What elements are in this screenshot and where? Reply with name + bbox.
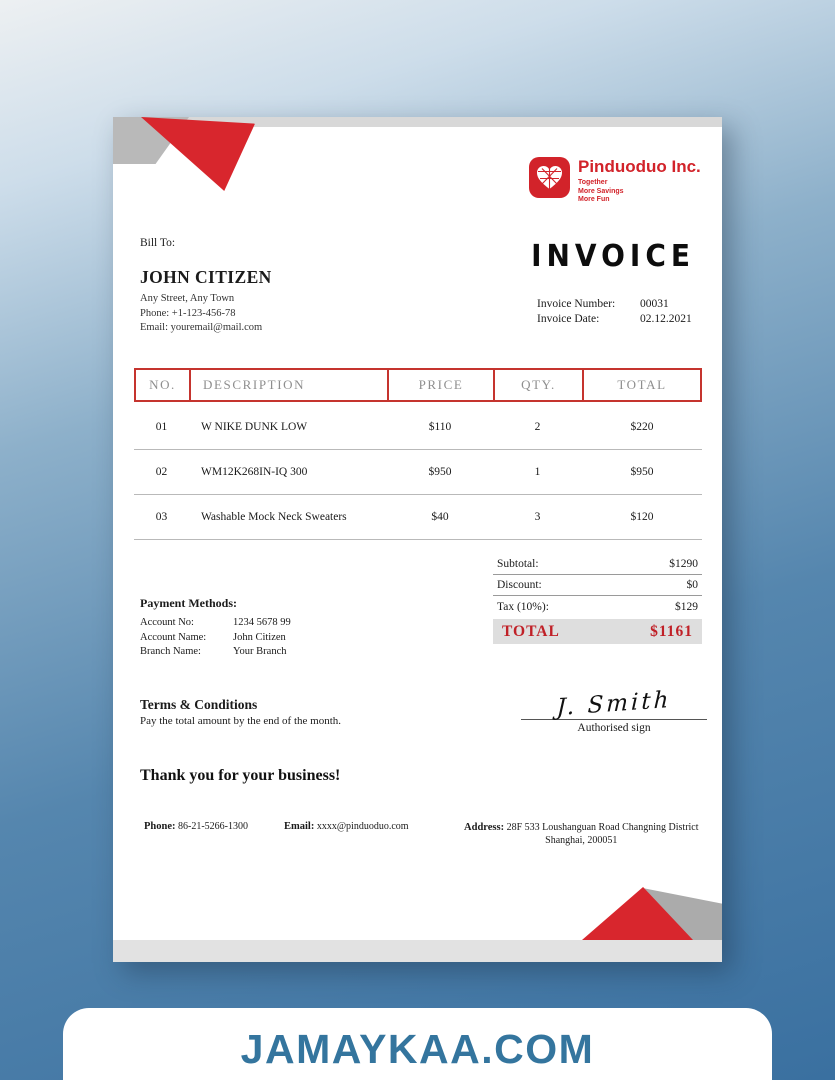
invoice-date-label: Invoice Date:	[537, 313, 600, 325]
invoice-date-value: 02.12.2021	[640, 313, 692, 325]
invoice-title: INVOICE	[531, 238, 695, 274]
footer-email-label: Email:	[284, 821, 315, 832]
terms-body: Pay the total amount by the end of the month.	[140, 715, 342, 727]
terms-heading: Terms & Conditions	[140, 697, 258, 712]
subtotal-label: Subtotal:	[497, 558, 539, 570]
branch-name-row	[140, 645, 291, 660]
invoice-meta	[537, 297, 692, 327]
footer-email-value: xxxx@pinduoduo.com	[316, 821, 409, 832]
table-row	[134, 450, 702, 495]
bill-to-section	[140, 237, 272, 336]
footer-email	[284, 821, 409, 847]
cell-price: $950	[428, 466, 452, 478]
payment-methods-section	[140, 596, 291, 660]
invoice-page	[113, 117, 722, 962]
table-row	[134, 405, 702, 450]
grand-total-value: $1161	[650, 622, 693, 640]
table-body	[134, 405, 702, 540]
cell-price: $110	[428, 421, 452, 433]
customer-street: Any Street, Any Town	[140, 293, 235, 304]
header-qty: QTY.	[495, 370, 584, 400]
table-header-row	[134, 368, 702, 402]
totals-section	[493, 554, 702, 644]
cell-description: Washable Mock Neck Sweaters	[201, 511, 347, 523]
tax-label: Tax (10%):	[497, 600, 549, 613]
company-logo	[529, 157, 701, 205]
company-tagline: Together More Savings More Fun	[578, 179, 624, 203]
cell-no: 01	[155, 421, 168, 433]
account-no-row	[140, 616, 291, 631]
subtotal-value: $1290	[669, 558, 698, 570]
authorised-sign-caption: Authorised sign	[521, 719, 707, 734]
watermark-text: JAMAYKAA.COM	[240, 1026, 595, 1072]
signature-handwriting: J. Smith	[556, 686, 672, 722]
footer-phone-label: Phone:	[144, 821, 176, 832]
invoice-number-label: Invoice Number:	[537, 298, 616, 310]
account-no-label: Account No:	[140, 617, 194, 628]
footer-address	[457, 821, 706, 847]
pinduoduo-heart-logo-icon	[529, 157, 570, 198]
footer-address-value: 28F 533 Loushanguan Road Changning District Shanghai, 200051	[506, 822, 699, 846]
header-description: DESCRIPTION	[191, 370, 389, 400]
cell-qty: 1	[534, 466, 541, 478]
thank-you-message: Thank you for your business!	[140, 767, 341, 784]
discount-row	[493, 575, 702, 596]
signature-block	[521, 686, 707, 734]
cell-no: 03	[155, 511, 168, 523]
grand-total-row	[493, 619, 702, 644]
footer-contacts	[144, 821, 706, 847]
customer-name: JOHN CITIZEN	[140, 267, 272, 287]
bottom-gray-strip	[113, 940, 722, 962]
account-name-value: John Citizen	[233, 631, 286, 643]
header-no: NO.	[136, 370, 191, 400]
cell-qty: 3	[534, 511, 541, 523]
grand-total-label: TOTAL	[502, 622, 560, 640]
customer-phone: Phone: +1-123-456-78	[140, 307, 236, 319]
customer-email: Email: youremail@mail.com	[140, 322, 263, 333]
tax-row	[493, 596, 702, 617]
terms-section	[140, 697, 341, 727]
invoice-number-value: 00031	[640, 298, 669, 310]
subtotal-row	[493, 554, 702, 575]
cell-description: WM12K268IN-IQ 300	[201, 466, 308, 478]
cell-description: W NIKE DUNK LOW	[201, 421, 308, 433]
footer-phone	[144, 821, 248, 847]
invoice-date-row	[537, 312, 692, 327]
branch-name-label: Branch Name:	[140, 646, 201, 657]
cell-price: $40	[431, 511, 449, 523]
branch-name-value: Your Branch	[233, 646, 287, 657]
header-price: PRICE	[389, 370, 495, 400]
invoice-number-row	[537, 297, 692, 312]
watermark-banner	[63, 1008, 772, 1080]
account-name-label: Account Name:	[140, 631, 207, 643]
footer-address-label: Address:	[464, 822, 505, 833]
line-items-table	[134, 368, 702, 540]
logo-text-block	[578, 157, 701, 205]
table-row	[134, 495, 702, 540]
cell-total: $120	[630, 511, 654, 523]
footer-phone-value: 86-21-5266-1300	[178, 821, 248, 832]
discount-value: $0	[686, 579, 698, 591]
tax-value: $129	[675, 600, 698, 613]
discount-label: Discount:	[497, 579, 542, 591]
cell-total: $220	[630, 421, 654, 433]
cell-qty: 2	[534, 421, 541, 433]
payment-methods-heading: Payment Methods:	[140, 596, 237, 610]
header-total: TOTAL	[617, 377, 667, 392]
bill-to-label: Bill To:	[140, 237, 176, 249]
account-no-value: 1234 5678 99	[233, 617, 291, 628]
account-name-row	[140, 631, 291, 646]
cell-total: $950	[630, 466, 654, 478]
cell-no: 02	[155, 466, 168, 478]
company-name: Pinduoduo Inc.	[578, 157, 701, 176]
